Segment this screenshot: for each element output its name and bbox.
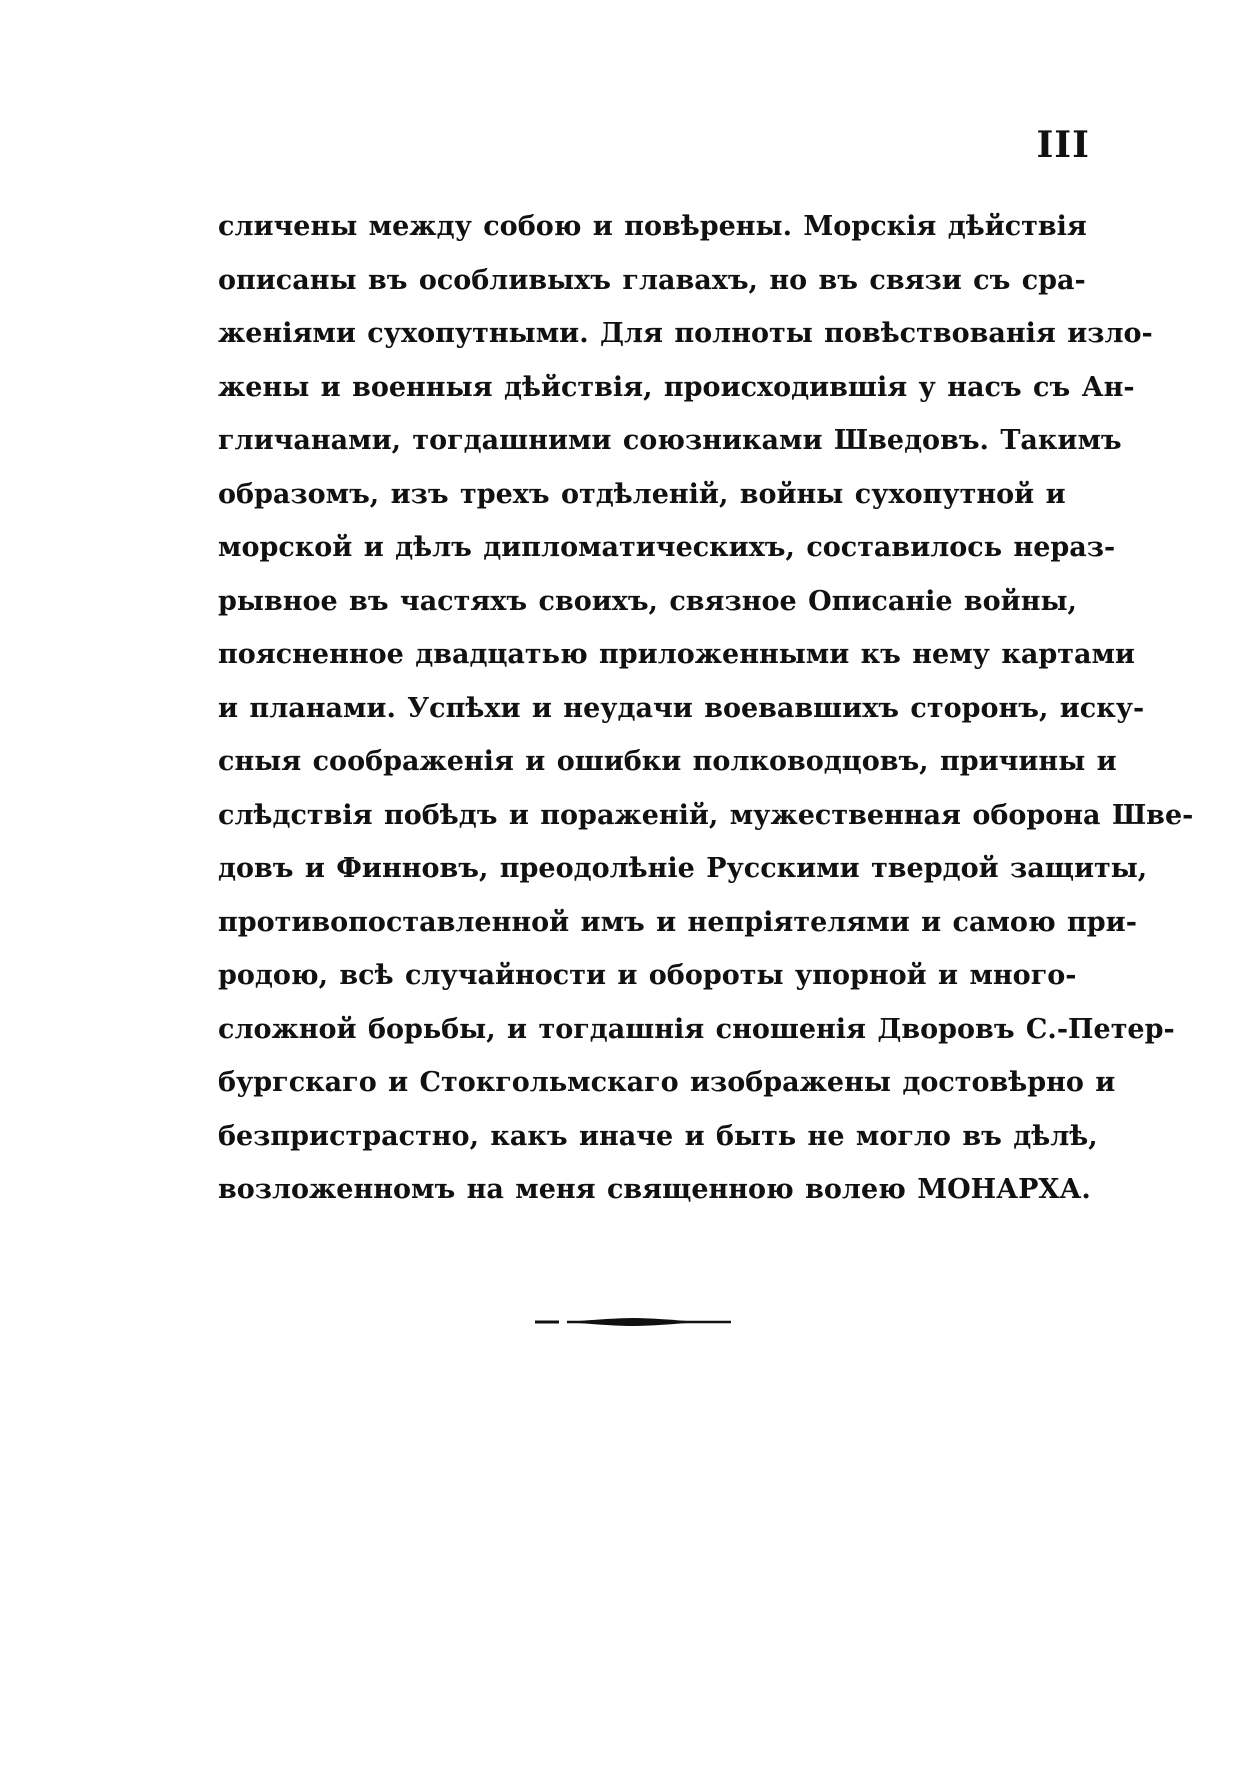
text-line: рывное въ частяхъ своихъ, связное Описаніе войны, bbox=[218, 585, 1077, 617]
text-line: бургскаго и Стокгольмскаго изображены достовѣрно и bbox=[218, 1067, 1116, 1098]
text-line: жены и военныя дѣйствія, происходившія у насъ съ Ан- bbox=[218, 371, 1135, 403]
text-line: гличанами, тогдашними союзниками Шведовъ. Такимъ bbox=[218, 425, 1122, 456]
text-line: слѣдствія побѣдъ и пораженій, мужественная оборона Шве- bbox=[218, 799, 1194, 831]
page-number: III bbox=[1036, 124, 1090, 166]
text-line: образомъ, изъ трехъ отдѣленій, войны сухопутной и bbox=[218, 478, 1066, 510]
text-line: сныя соображенія и ошибки полководцовъ, причины и bbox=[218, 746, 1117, 777]
ornamental-rule bbox=[533, 1312, 733, 1332]
text-line: родою, всѣ случайности и обороты упорной и много- bbox=[218, 960, 1077, 991]
text-line: морской и дѣлъ дипломатическихъ, составилось нераз- bbox=[218, 532, 1116, 563]
text-line: противопоставленной имъ и непріятелями и самою при- bbox=[218, 906, 1137, 938]
text-line: сложной борьбы, и тогдашнія сношенія Дворовъ С.-Петер- bbox=[218, 1013, 1175, 1045]
text-line: безпристрастно, какъ иначе и быть не могло въ дѣлѣ, bbox=[218, 1120, 1098, 1152]
body-text bbox=[218, 200, 1194, 1217]
text-line: описаны въ особливыхъ главахъ, но въ связи съ сра- bbox=[218, 264, 1086, 296]
text-line: поясненное двадцатью приложенными къ нему картами bbox=[218, 639, 1135, 670]
text-line: и планами. Успѣхи и неудачи воевавшихъ сторонъ, иску- bbox=[218, 692, 1145, 724]
text-line-last: возложенномъ на меня священною волею МОНАРХА. bbox=[218, 1174, 1091, 1205]
text-line: женіями сухопутными. Для полноты повѣствованія изло- bbox=[218, 318, 1153, 349]
text-line: довъ и Финновъ, преодолѣніе Русскими твердой защиты, bbox=[218, 853, 1148, 884]
text-line: сличены между собою и повѣрены. Морскія дѣйствія bbox=[218, 211, 1087, 242]
